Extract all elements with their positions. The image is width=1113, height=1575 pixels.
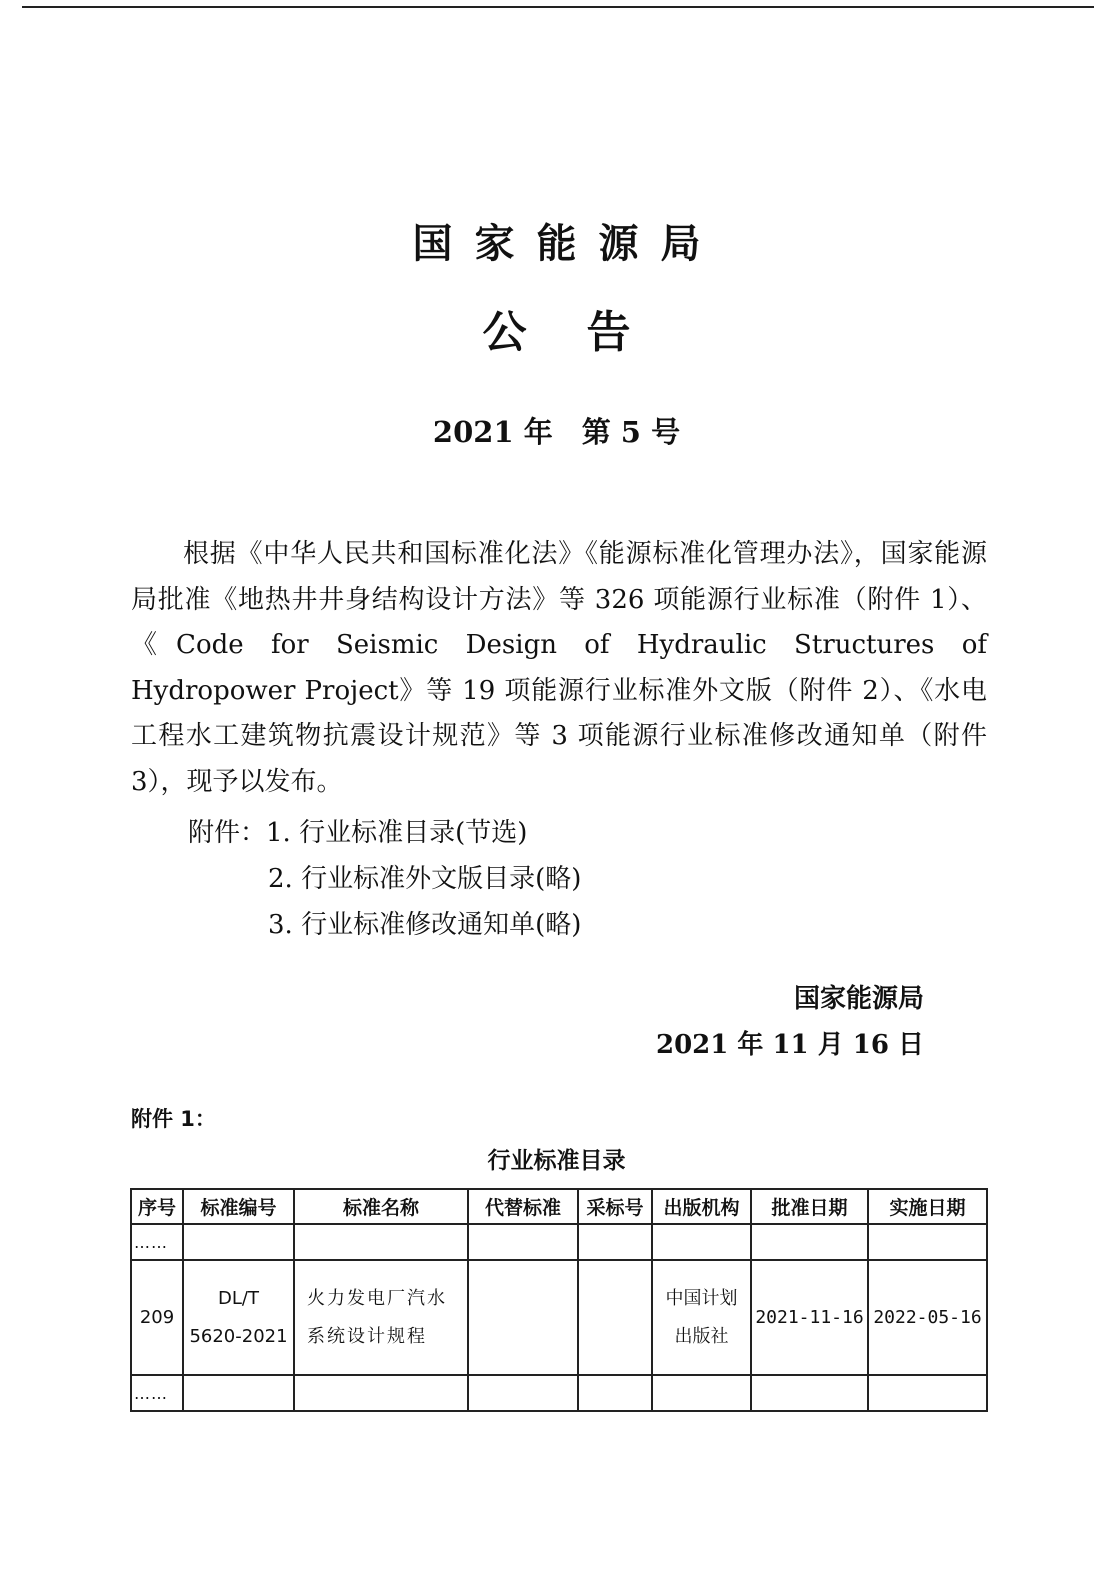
column-header: 代替标准 (468, 1189, 578, 1224)
code-line-1: DL/T (218, 1287, 259, 1309)
attachment-list (188, 810, 581, 948)
publisher-cell: 中国计划出版社 (652, 1260, 751, 1375)
top-rule (22, 6, 1094, 8)
attachments-label: 附件： (188, 818, 267, 848)
table-row-ellipsis (131, 1375, 987, 1411)
ellipsis-cell: …… (131, 1375, 183, 1411)
effective-date-cell: 2022-05-16 (868, 1260, 987, 1375)
code-line-2: 5620-2021 (189, 1325, 288, 1347)
signature-date: 2021 年 11 月 16 日 (656, 1030, 924, 1060)
column-header: 标准名称 (294, 1189, 468, 1224)
seq-cell: 209 (131, 1260, 183, 1375)
replaces-cell (468, 1260, 578, 1375)
document-type: 公告 (482, 307, 691, 358)
table-header-row (131, 1189, 987, 1224)
annex-label: 附件 1： (131, 1107, 216, 1131)
approved-date-cell: 2021-11-16 (751, 1260, 868, 1375)
attachment-item-3: 3. 行业标准修改通知单(略) (268, 910, 582, 940)
table-row (131, 1260, 987, 1375)
standards-table (130, 1188, 988, 1412)
name-cell: 火力发电厂汽水系统设计规程 (294, 1260, 468, 1375)
column-header: 实施日期 (868, 1189, 987, 1224)
attachment-item-1 (188, 810, 581, 856)
attachment-text: 1. 行业标准目录(节选) (266, 818, 528, 848)
code-cell (183, 1260, 294, 1375)
column-header: 采标号 (578, 1189, 652, 1224)
adopted-cell (578, 1260, 652, 1375)
announcement-paragraph: 根据《中华人民共和国标准化法》《能源标准化管理办法》，国家能源局批准《地热井井身结构设计方法》等 326 项能源行业标准（附件 1）、《Code for Seismic Design of Hydraulic Structures of Hydropower Project》等 19 项能源行业标准外文版（附件 2）、《水电工程水工建筑物抗震设计规范》等 3 项能源行业标准修改通知单（附件 3），现予以发布。 (131, 539, 987, 797)
table-title: 行业标准目录 (487, 1148, 626, 1174)
attachment-item-2: 2. 行业标准外文版目录(略) (268, 864, 582, 894)
column-header: 出版机构 (652, 1189, 751, 1224)
signature-agency: 国家能源局 (793, 984, 924, 1014)
column-header: 序号 (131, 1189, 183, 1224)
column-header: 标准编号 (183, 1189, 294, 1224)
document-number: 2021 年 第 5 号 (432, 415, 681, 449)
table-row-ellipsis (131, 1224, 987, 1260)
column-header: 批准日期 (751, 1189, 868, 1224)
ellipsis-cell: …… (131, 1224, 183, 1260)
agency-title: 国家能源局 (412, 221, 723, 267)
